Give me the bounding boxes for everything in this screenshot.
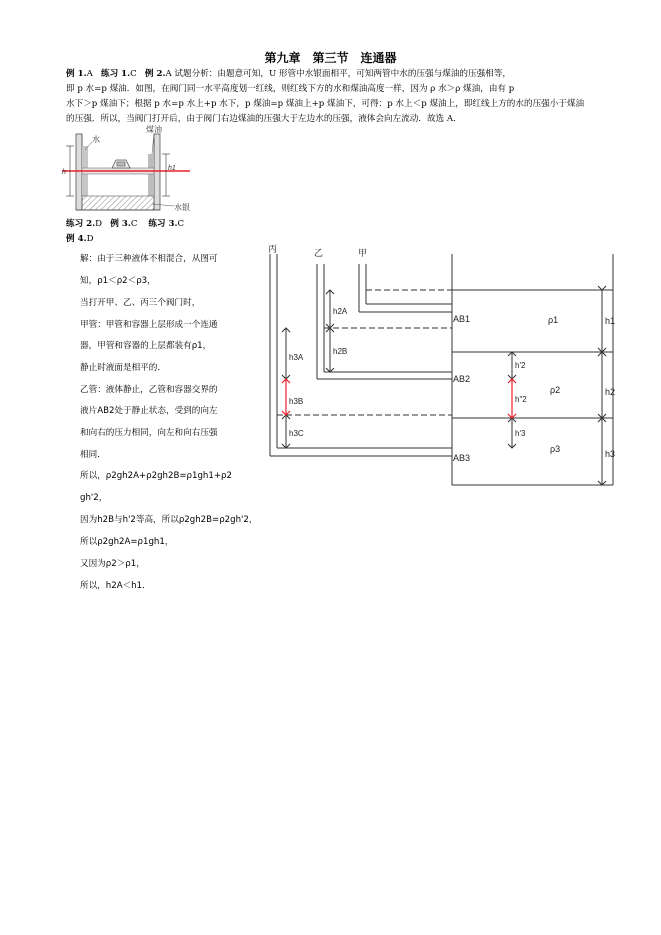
tube-jia-label: 甲 [358, 248, 368, 258]
solution-line: 知，ρ1＜ρ2＜ρ3， [80, 276, 156, 286]
h1-label: h1 [605, 316, 616, 326]
solution-line: 液片AB2处于静止状态，受到的向左 [80, 406, 218, 416]
answer-line-4: 的压强．所以，当阀门打开后，由于阀门右边煤油的压强大于左边水的压强，液体会向左流动．故选 A． [66, 114, 462, 124]
practice-1-label: 练习 1. [100, 69, 131, 79]
practice-1-answer: C [130, 69, 137, 79]
water-label: 水 [92, 135, 100, 144]
mercury-label: 水银 [174, 203, 190, 212]
solution-line: 又因为ρ2＞ρ1， [80, 559, 145, 569]
h1-label: h1 [168, 165, 176, 172]
red-dimension-markers [282, 379, 516, 418]
solution-line: 乙管：液体静止，乙管和容器交界的 [80, 385, 218, 395]
solution-line: 所以，ρ2gh2A+ρ2gh2B=ρ1gh1+ρ2 [80, 471, 232, 481]
solution-line: gh'2， [80, 493, 108, 503]
h3-label: h3 [605, 449, 616, 459]
answer-line-3: 水下＞p 煤油下；根据 p 水=p 水上+p 水下，p 煤油=p 煤油上+p 煤油下，可得：p 水上＜p 煤油上，即红线上方的水的压强小于煤油 [66, 99, 585, 109]
example-2-label: 例 2. [144, 69, 166, 79]
ab1-label: AB1 [453, 314, 471, 324]
tube-yi-label: 乙 [314, 248, 324, 258]
solution-line: 相同． [80, 450, 106, 460]
example-1-label: 例 1. [66, 69, 87, 79]
practice-2-answer: D [95, 219, 103, 229]
example-3-answer: C [130, 219, 138, 229]
rho3-label: ρ3 [550, 444, 561, 454]
practice-2-label: 练习 2. [66, 219, 96, 229]
example-4-answer: D [86, 234, 94, 244]
solution-line: 解：由于三种液体不相混合，从图可 [80, 254, 218, 264]
h2-label: h2 [605, 387, 616, 397]
small-u-tube-figure [62, 124, 192, 220]
example-1-answer: A [86, 69, 93, 79]
h-double-prime-2-label: h"2 [515, 395, 527, 404]
example-3-label: 例 3. [110, 219, 131, 229]
tube-bing-label: 丙 [268, 244, 278, 254]
solution-line: 器，甲管和容器的上层都装有ρ1， [80, 341, 212, 351]
answer-line-2: 即 p 水=p 煤油．如图，在阀门同一水平高度划一红线，则红线下方的水和煤油高度一样，因为 ρ 水＞ρ 煤油，由有 p [66, 84, 515, 94]
kerosene-label: 煤油 [146, 125, 162, 134]
h2b-label: h2B [333, 347, 348, 356]
answer-line-6 [66, 232, 93, 244]
solution-line: 静止时液面是相平的． [80, 363, 166, 373]
rho1-label: ρ1 [548, 315, 559, 325]
page-title: 第九章 第三节 连通器 [264, 51, 397, 65]
rho2-label: ρ2 [550, 385, 561, 395]
h-prime-2-label: h'2 [515, 361, 526, 370]
solution-line: 因为h2B与h'2等高，所以ρ2gh2B=ρ2gh'2， [80, 515, 258, 525]
solution-line: 所以ρ2gh2A=ρ1gh1， [80, 537, 174, 547]
h3a-label: h3A [289, 353, 304, 362]
ab3-label: AB3 [453, 453, 471, 463]
h2a-label: h2A [333, 307, 348, 316]
h3b-label: h3B [289, 397, 304, 406]
h-prime-3-label: h'3 [515, 429, 526, 438]
three-tube-container-figure [262, 242, 626, 492]
example-2-text: A 试题分析：由题意可知，U 形管中水银面相平，可知两管中水的压强与煤油的压强相等， [165, 69, 511, 79]
practice-3-answer: C [177, 219, 185, 229]
answer-line-1 [66, 67, 511, 79]
solution-line: 和向右的压力相同，向左和向右压强 [80, 428, 218, 438]
solution-line: 甲管：甲管和容器上层形成一个连通 [80, 320, 218, 330]
example-4-label: 例 4. [66, 234, 87, 244]
solution-line: 当打开甲、乙、丙三个阀门时， [80, 298, 201, 308]
ab2-label: AB2 [453, 374, 471, 384]
h-label: h [62, 169, 66, 176]
solution-line: 所以，h2A＜h1． [80, 581, 151, 591]
practice-3-label: 练习 3. [148, 219, 178, 229]
answer-line-5 [66, 217, 184, 229]
h3c-label: h3C [289, 429, 304, 438]
